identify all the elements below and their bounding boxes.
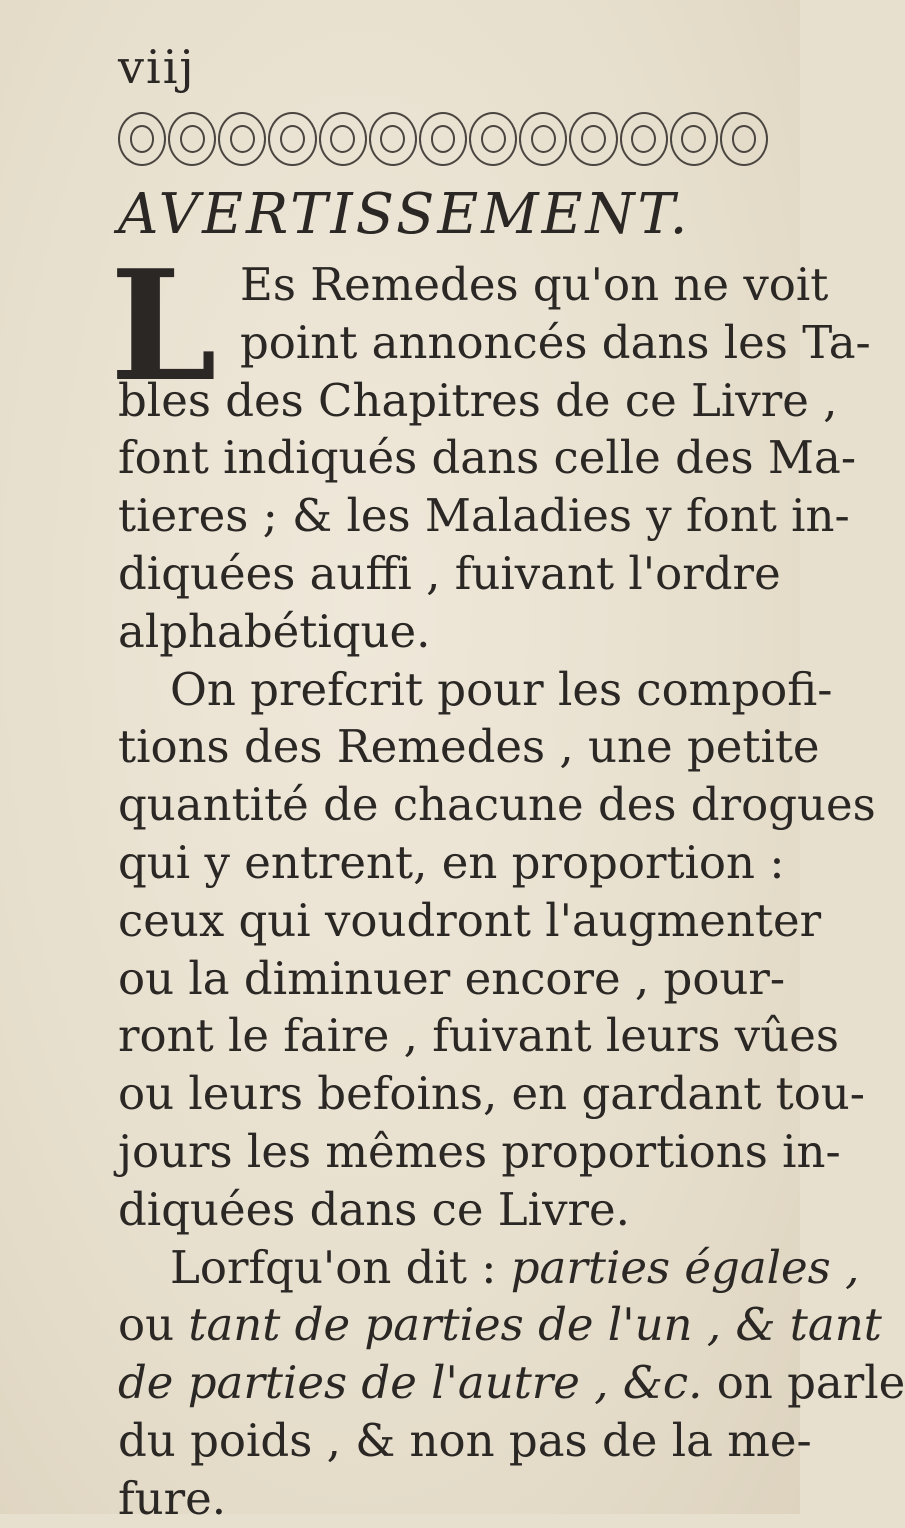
ornament-motif [569, 112, 617, 166]
text-line: fure. [118, 1471, 227, 1525]
text-run: Lorfqu'on dit : [170, 1240, 511, 1294]
text-line [118, 1354, 905, 1412]
ornament-motif [168, 112, 216, 166]
text-line: Es Remedes qu'on ne voit [240, 258, 829, 311]
ornament-motif [218, 112, 266, 166]
ornament-motif [620, 112, 668, 166]
ornamental-band [118, 112, 768, 166]
drop-cap: L [110, 236, 217, 415]
italic-run: parties égales , [510, 1240, 860, 1294]
ornament-motif [319, 112, 367, 166]
text-line: ront le faire , fuivant leurs vûes [118, 1009, 839, 1063]
text-line: du poids , & non pas de la me- [118, 1413, 812, 1467]
italic-run: de parties de l'autre , &c. [118, 1356, 703, 1410]
text-line: qui y entrent, en proportion : [118, 835, 785, 889]
page-number: viij [118, 40, 196, 94]
text-line: diquées auffi , fuivant l'ordre [118, 546, 781, 600]
text-run: on parle [702, 1356, 905, 1410]
text-line: diquées dans ce Livre. [118, 1182, 630, 1236]
ornament-motif [519, 112, 567, 166]
text-line [118, 1239, 860, 1297]
text-line: ou leurs befoins, en gardant tou- [118, 1067, 865, 1121]
ornament-motif [670, 112, 718, 166]
text-line: On prefcrit pour les compofi- [170, 662, 833, 716]
ornament-motif [720, 112, 768, 166]
text-line: tieres ; & les Maladies y font in- [118, 489, 850, 543]
text-line: bles des Chapitres de ce Livre , [118, 373, 838, 427]
text-line [118, 1296, 882, 1354]
body-text [118, 256, 905, 1528]
text-line: jours les mêmes proportions in- [118, 1124, 841, 1178]
text-line: quantité de chacune des drogues [118, 778, 876, 832]
text-line: ou la diminuer encore , pour- [118, 951, 786, 1005]
ornament-motif [469, 112, 517, 166]
ornament-motif [268, 112, 316, 166]
text-line: font indiqués dans celle des Ma- [118, 431, 857, 485]
section-heading: AVERTISSEMENT. [118, 182, 691, 247]
italic-run: tant de parties de l'un , & tant [188, 1298, 882, 1352]
text-run: ou [118, 1298, 189, 1352]
ornament-motif [118, 112, 166, 166]
text-line: ceux qui voudront l'augmenter [118, 893, 822, 947]
text-line: alphabétique. [118, 604, 431, 658]
ornament-motif [369, 112, 417, 166]
ornament-motif [419, 112, 467, 166]
text-line: point annoncés dans les Ta- [240, 315, 871, 369]
text-line: tions des Remedes , une petite [118, 720, 820, 774]
